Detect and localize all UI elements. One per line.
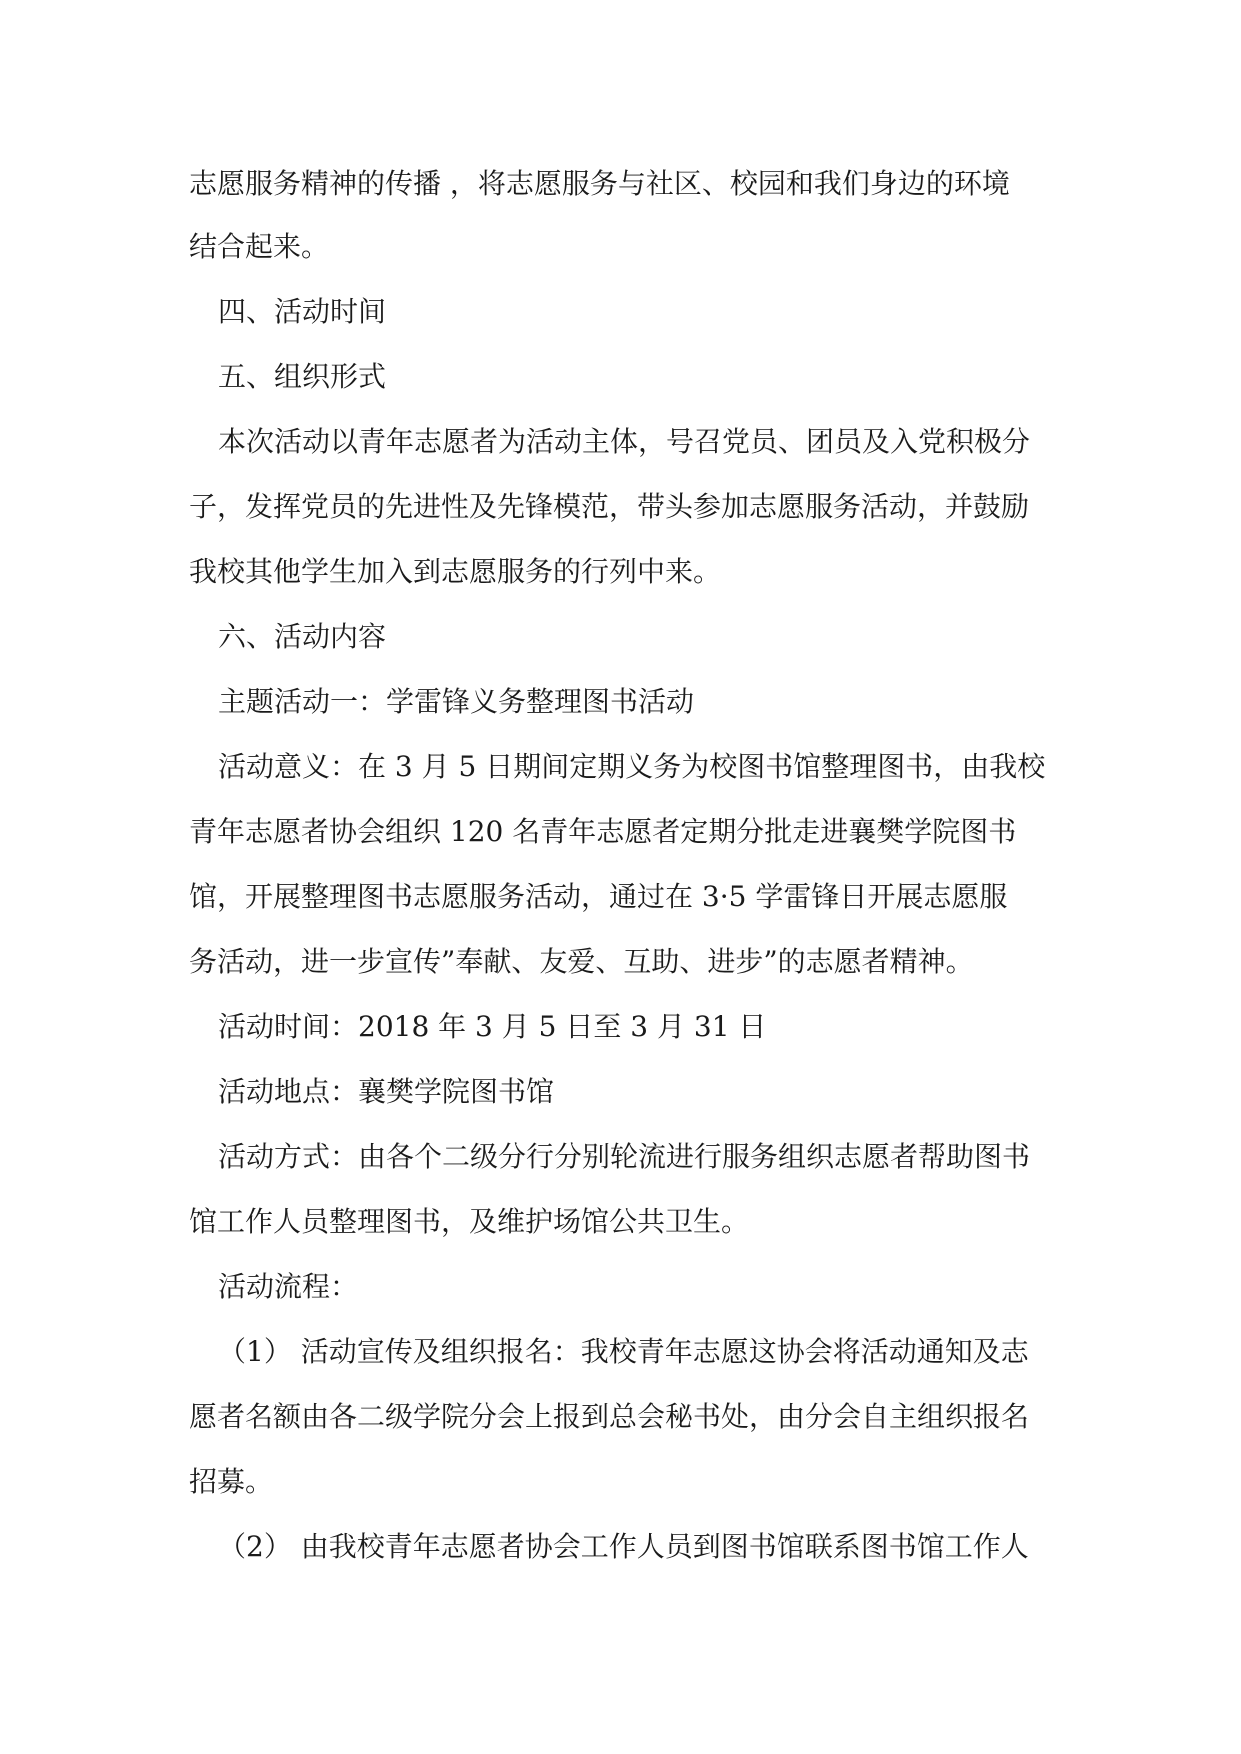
section-heading: 五、组织形式 (218, 360, 387, 393)
paragraph-line: 活动时间：2018 年 3 月 5 日至 3 月 31 日 (218, 1010, 767, 1043)
paragraph-line: 青年志愿者协会组织 120 名青年志愿者定期分批走进襄樊学院图书 (189, 815, 1017, 848)
paragraph-line: 本次活动以青年志愿者为活动主体，号召党员、团员及入党积极分 (218, 425, 1031, 458)
paragraph-line: 活动流程： (218, 1270, 359, 1303)
paragraph-line: 馆工作人员整理图书，及维护场馆公共卫生。 (189, 1205, 750, 1238)
paragraph-line: 子，发挥党员的先进性及先锋模范，带头参加志愿服务活动，并鼓励 (189, 490, 1030, 523)
paragraph-line: 务活动，进一步宣传”奉献、友爱、互助、进步”的志愿者精神。 (189, 945, 974, 978)
paragraph-line: 馆，开展整理图书志愿服务活动，通过在 3·5 学雷锋日开展志愿服 (189, 880, 1008, 913)
list-item-line: （2） 由我校青年志愿者协会工作人员到图书馆联系图书馆工作人 (218, 1530, 1029, 1563)
paragraph-line: 活动方式：由各个二级分行分别轮流进行服务组织志愿者帮助图书 (218, 1140, 1031, 1173)
paragraph-line: 志愿服务精神的传播 ，将志愿服务与社区、校园和我们身边的环境 (189, 167, 1010, 200)
subheading: 主题活动一：学雷锋义务整理图书活动 (218, 685, 695, 718)
section-heading: 六、活动内容 (218, 620, 387, 653)
paragraph-line: 活动意义：在 3 月 5 日期间定期义务为校图书馆整理图书，由我校 (218, 750, 1046, 783)
list-item-line: （1） 活动宣传及组织报名：我校青年志愿这协会将活动通知及志 (218, 1335, 1029, 1368)
section-heading: 四、活动时间 (218, 295, 387, 328)
paragraph-line: 活动地点：襄樊学院图书馆 (218, 1075, 555, 1108)
paragraph-line: 结合起来。 (189, 230, 330, 263)
paragraph-line: 我校其他学生加入到志愿服务的行列中来。 (189, 555, 722, 588)
list-item-line: 招募。 (189, 1465, 274, 1498)
list-item-line: 愿者名额由各二级学院分会上报到总会秘书处，由分会自主组织报名 (189, 1400, 1030, 1433)
